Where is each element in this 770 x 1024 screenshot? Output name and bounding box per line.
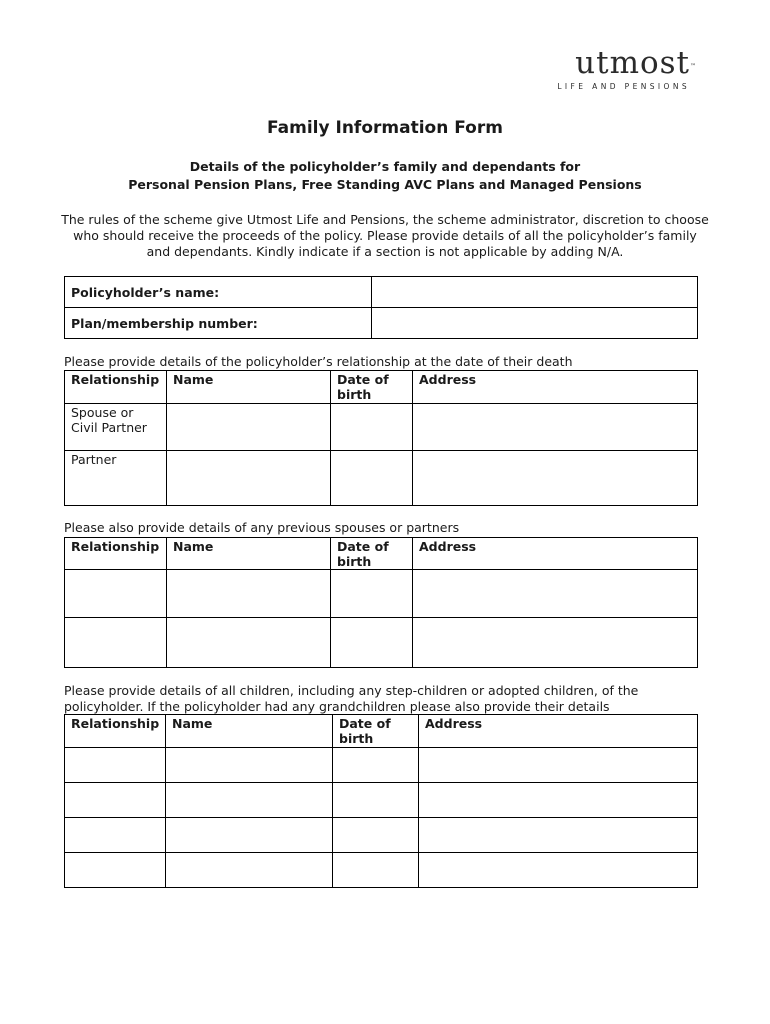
address-cell[interactable] (419, 783, 698, 818)
column-header-relationship: Relationship (65, 371, 167, 404)
address-cell[interactable] (413, 618, 698, 668)
column-header-address: Address (413, 371, 698, 404)
relationship-cell[interactable] (65, 783, 166, 818)
current-relationship-table (64, 370, 698, 506)
table-header-row (65, 538, 698, 570)
logo-trademark: ™ (690, 63, 696, 70)
logo-tagline: LIFE AND PENSIONS (557, 82, 690, 91)
column-header-address: Address (419, 715, 698, 748)
policyholder-table (64, 276, 698, 339)
relationship-cell[interactable] (65, 818, 166, 853)
date-of-birth-cell[interactable] (333, 818, 419, 853)
section-2-caption: Please also provide details of any previous spouses or partners (64, 520, 460, 535)
name-cell[interactable] (167, 404, 331, 451)
column-header-date-of-birth: Date of birth (331, 538, 413, 570)
date-of-birth-cell[interactable] (333, 853, 419, 888)
plan-number-field[interactable] (372, 308, 698, 339)
relationship-cell: Spouse or Civil Partner (65, 404, 167, 451)
policyholder-name-label: Policyholder’s name: (65, 277, 372, 308)
date-of-birth-cell[interactable] (333, 783, 419, 818)
table-row (65, 783, 698, 818)
table-row (65, 748, 698, 783)
address-cell[interactable] (419, 748, 698, 783)
relationship-cell[interactable] (65, 570, 167, 618)
date-of-birth-cell[interactable] (333, 748, 419, 783)
column-header-date-of-birth: Date of birth (333, 715, 419, 748)
table-row (65, 853, 698, 888)
column-header-relationship: Relationship (65, 538, 167, 570)
relationship-cell[interactable] (65, 618, 167, 668)
address-cell[interactable] (413, 451, 698, 506)
date-of-birth-cell[interactable] (331, 404, 413, 451)
date-of-birth-cell[interactable] (331, 618, 413, 668)
column-header-relationship: Relationship (65, 715, 166, 748)
address-cell[interactable] (413, 404, 698, 451)
name-cell[interactable] (166, 818, 333, 853)
policyholder-name-field[interactable] (372, 277, 698, 308)
relationship-cell[interactable] (65, 748, 166, 783)
table-row (65, 818, 698, 853)
subtitle-line-1: Details of the policyholder’s family and dependants for (189, 159, 581, 174)
relationship-cell[interactable] (65, 853, 166, 888)
column-header-name: Name (167, 538, 331, 570)
table-row (65, 618, 698, 668)
column-header-name: Name (167, 371, 331, 404)
section-1-caption: Please provide details of the policyholder’s relationship at the date of their death (64, 354, 573, 369)
table-header-row (65, 715, 698, 748)
address-cell[interactable] (413, 570, 698, 618)
page-title: Family Information Form (267, 118, 503, 138)
section-3-caption: Please provide details of all children, including any step-children or adopted children, of the policyholder. If the policyholder had any grandchildren please also provide their details (64, 683, 639, 714)
intro-paragraph: The rules of the scheme give Utmost Life and Pensions, the scheme administrator, discretion to choose who should receive the proceeds of the policy. Please provide details of all the policyholder’s family and dependants. Kindly indicate if a section is not applicable by adding N/A. (61, 212, 709, 259)
address-cell[interactable] (419, 853, 698, 888)
utmost-logo (540, 45, 696, 91)
date-of-birth-cell[interactable] (331, 570, 413, 618)
column-header-address: Address (413, 538, 698, 570)
relationship-cell: Partner (65, 451, 167, 506)
table-row (65, 308, 698, 339)
name-cell[interactable] (167, 570, 331, 618)
date-of-birth-cell[interactable] (331, 451, 413, 506)
name-cell[interactable] (166, 853, 333, 888)
name-cell[interactable] (167, 618, 331, 668)
table-row (65, 451, 698, 506)
plan-number-label: Plan/membership number: (65, 308, 372, 339)
previous-partners-table (64, 537, 698, 668)
subtitle-line-2: Personal Pension Plans, Free Standing AVC Plans and Managed Pensions (128, 177, 642, 192)
name-cell[interactable] (166, 783, 333, 818)
logo-wordmark: utmost (575, 45, 690, 81)
column-header-name: Name (166, 715, 333, 748)
column-header-date-of-birth: Date of birth (331, 371, 413, 404)
form-subtitle (0, 158, 770, 194)
children-table (64, 714, 698, 888)
address-cell[interactable] (419, 818, 698, 853)
table-header-row (65, 371, 698, 404)
table-row (65, 404, 698, 451)
name-cell[interactable] (167, 451, 331, 506)
table-row (65, 570, 698, 618)
name-cell[interactable] (166, 748, 333, 783)
table-row (65, 277, 698, 308)
